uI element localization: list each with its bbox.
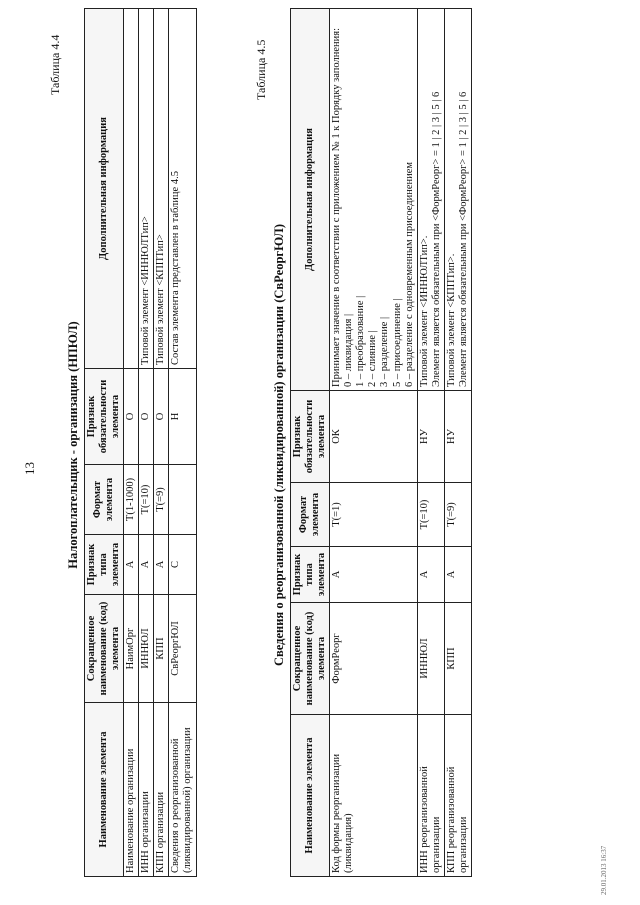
table-cell: КПП xyxy=(154,595,169,703)
column-header: Сокращенное наименование (код) элемента xyxy=(291,603,330,715)
table-cell: Код формы реорганизации (ликвидация) xyxy=(330,715,417,877)
table-cell: КПП реорганизованной организации xyxy=(444,715,471,877)
column-header: Признак типа элемента xyxy=(291,547,330,603)
table-row xyxy=(417,9,444,877)
table-cell xyxy=(169,465,196,535)
table-cell: Типовой элемент <КППТип> xyxy=(154,9,169,369)
table-row xyxy=(169,9,196,877)
column-header: Наименование элемента xyxy=(85,703,124,877)
table-cell: Наименование организации xyxy=(124,703,139,877)
table-cell: ОК xyxy=(330,391,417,483)
table-cell: СвРеоргЮЛ xyxy=(169,595,196,703)
table-cell: КПП организации xyxy=(154,703,169,877)
table-cell: Сведения о реорганизованной (ликвидированной) организации xyxy=(169,703,196,877)
table-4-4-title: Налогоплательщик - организация (НПЮЛ) xyxy=(66,321,80,569)
column-header: Признак обязательности элемента xyxy=(85,369,124,465)
table-cell: НУ xyxy=(417,391,444,483)
table-row xyxy=(124,9,139,877)
table-cell: Н xyxy=(169,369,196,465)
table-cell: А xyxy=(139,535,154,595)
table-4-5-caption: Таблица 4.5 xyxy=(254,39,268,100)
table-cell: Состав элемента представлен в таблице 4.5 xyxy=(169,9,196,369)
table-cell: КПП xyxy=(444,603,471,715)
table-cell: ИНН реорганизованной организации xyxy=(417,715,444,877)
column-header: Признак обязательности элемента xyxy=(291,391,330,483)
table-cell: T(=9) xyxy=(444,483,471,547)
table-cell: Типовой элемент <ИННЮЛТип>. Элемент является обязательным при <ФормРеорг> = 1 | 2 | 3 | 5 | 6 xyxy=(417,9,444,391)
table-row xyxy=(139,9,154,877)
table-cell: О xyxy=(154,369,169,465)
table-cell: НУ xyxy=(444,391,471,483)
table-cell: А xyxy=(417,547,444,603)
table-4-4 xyxy=(84,8,197,877)
table-cell: А xyxy=(330,547,417,603)
table-cell: С xyxy=(169,535,196,595)
column-header: Формат элемента xyxy=(85,465,124,535)
table-cell: ИННЮЛ xyxy=(139,595,154,703)
column-header: Формат элемента xyxy=(291,483,330,547)
table-cell: T(=10) xyxy=(417,483,444,547)
table-cell: О xyxy=(139,369,154,465)
table-4-5-title: Сведения о реорганизованной (ликвидированной) организации (СвРеоргЮЛ) xyxy=(272,224,286,666)
table-cell: ФормРеорг xyxy=(330,603,417,715)
table-cell: А xyxy=(154,535,169,595)
table-cell: ИННЮЛ xyxy=(417,603,444,715)
table-cell: А xyxy=(444,547,471,603)
table-4-5 xyxy=(290,8,472,877)
table-cell: О xyxy=(124,369,139,465)
column-header: Наименование элемента xyxy=(291,715,330,877)
table-4-4-caption: Таблица 4.4 xyxy=(48,34,62,95)
table-cell: ИНН организации xyxy=(139,703,154,877)
table-cell: А xyxy=(124,535,139,595)
table-cell: Принимает значение в соответствии с приложением № 1 к Порядку заполнения: 0 – ликвидация | 1 – преобразование | 2 – слияние | 3 – разделение | 5 – присоединение | 6 – разделение с одновременным присоединением xyxy=(330,9,417,391)
column-header: Признак типа элемента xyxy=(85,535,124,595)
document-stamp: 29.01.2013 16:37 xyxy=(600,845,608,895)
table-row xyxy=(330,9,417,877)
table-cell xyxy=(124,9,139,369)
column-header: Сокращенное наименование (код) элемента xyxy=(85,595,124,703)
table-cell: НаимОрг xyxy=(124,595,139,703)
page-number: 13 xyxy=(22,462,37,475)
column-header: Дополнительная информация xyxy=(291,9,330,391)
table-cell: Типовой элемент <ИННЮЛТип> xyxy=(139,9,154,369)
table-cell: T(=10) xyxy=(139,465,154,535)
table-cell: T(1-1000) xyxy=(124,465,139,535)
table-row xyxy=(154,9,169,877)
table-row xyxy=(444,9,471,877)
table-cell: T(=1) xyxy=(330,483,417,547)
table-cell: Типовой элемент <КППТип>. Элемент является обязательным при <ФормРеорг> = 1 | 2 | 3 | 5 | 6 xyxy=(444,9,471,391)
column-header: Дополнительная информация xyxy=(85,9,124,369)
table-cell: T(=9) xyxy=(154,465,169,535)
